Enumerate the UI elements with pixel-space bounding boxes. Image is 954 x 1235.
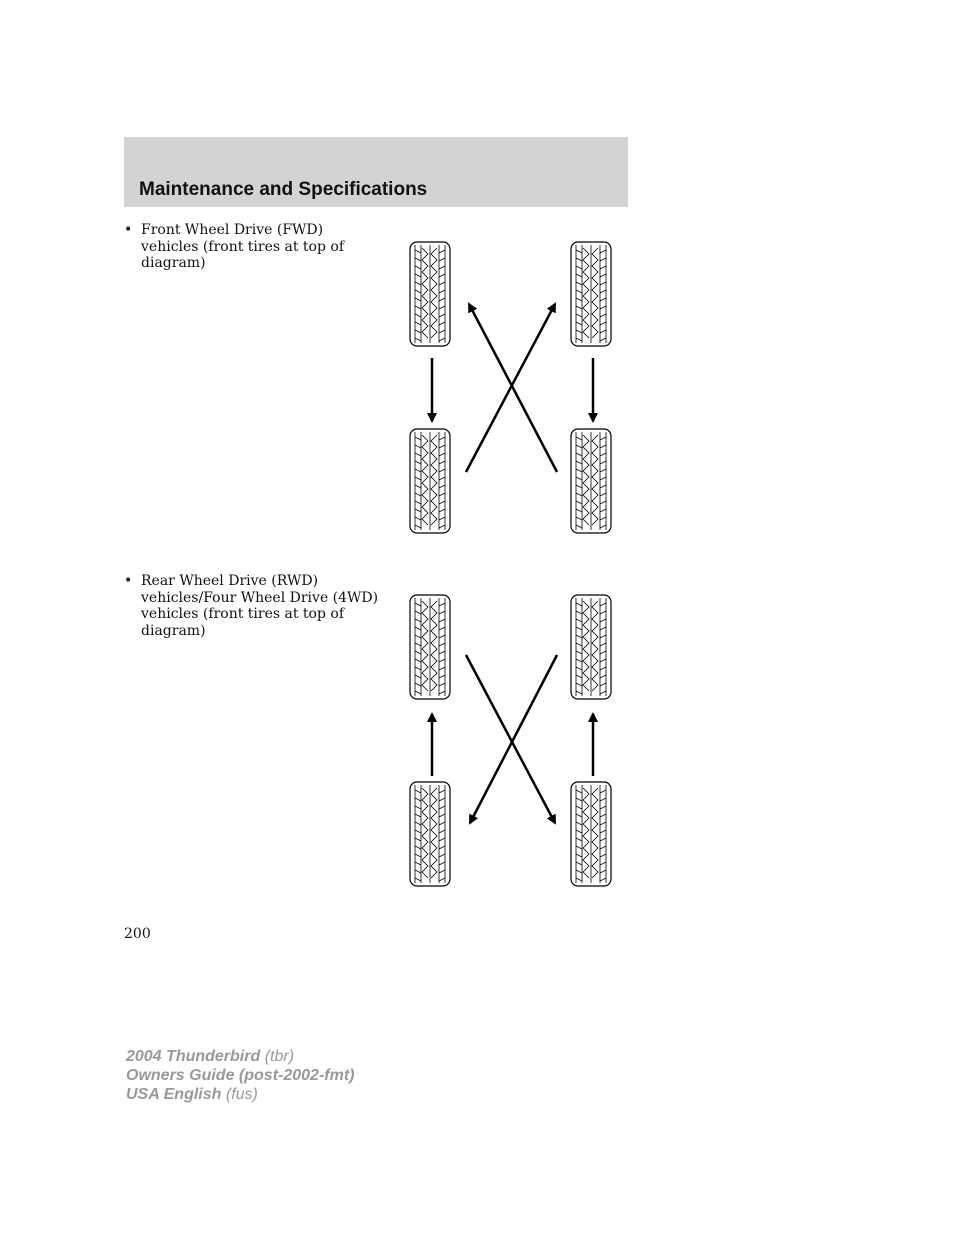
front-left-to-rear-right-arrow xyxy=(466,655,555,823)
footer-language: USA English xyxy=(126,1086,222,1103)
footer-model: 2004 Thunderbird xyxy=(126,1048,261,1065)
footer-line-1 xyxy=(126,1047,354,1066)
front-left-tire-icon xyxy=(410,595,450,699)
fwd-bullet-text: Front Wheel Drive (FWD) vehicles (front tires at top of diagram) xyxy=(141,222,344,271)
page-number: 200 xyxy=(124,926,151,942)
front-right-tire-icon xyxy=(571,242,611,346)
fwd-tire-rotation-diagram xyxy=(400,238,622,538)
footer-model-code: (tbr) xyxy=(264,1048,295,1065)
section-header-band xyxy=(124,137,628,207)
rear-right-tire-icon xyxy=(571,782,611,886)
document-footer xyxy=(126,1047,354,1104)
front-left-tire-icon xyxy=(410,242,450,346)
rear-right-to-front-left-arrow xyxy=(469,304,557,472)
bullet-mark: • xyxy=(124,573,133,589)
bullet-mark: • xyxy=(124,222,133,238)
rwd-4wd-tire-rotation-diagram xyxy=(400,591,622,891)
footer-language-code: (fus) xyxy=(225,1086,258,1103)
rear-left-to-front-right-arrow xyxy=(466,304,555,472)
rear-left-tire-icon xyxy=(410,429,450,533)
section-title: Maintenance and Specifications xyxy=(139,179,428,200)
rear-right-tire-icon xyxy=(571,429,611,533)
rwd-bullet-text: Rear Wheel Drive (RWD) vehicles/Four Wheel Drive (4WD) vehicles (front tires at top of diagram) xyxy=(141,573,379,639)
footer-line-3 xyxy=(126,1085,354,1104)
footer-guide: Owners Guide (post-2002-fmt) xyxy=(126,1067,355,1084)
front-right-to-rear-left-arrow xyxy=(470,655,557,823)
front-right-tire-icon xyxy=(571,595,611,699)
rear-left-tire-icon xyxy=(410,782,450,886)
footer-line-2 xyxy=(126,1066,354,1085)
